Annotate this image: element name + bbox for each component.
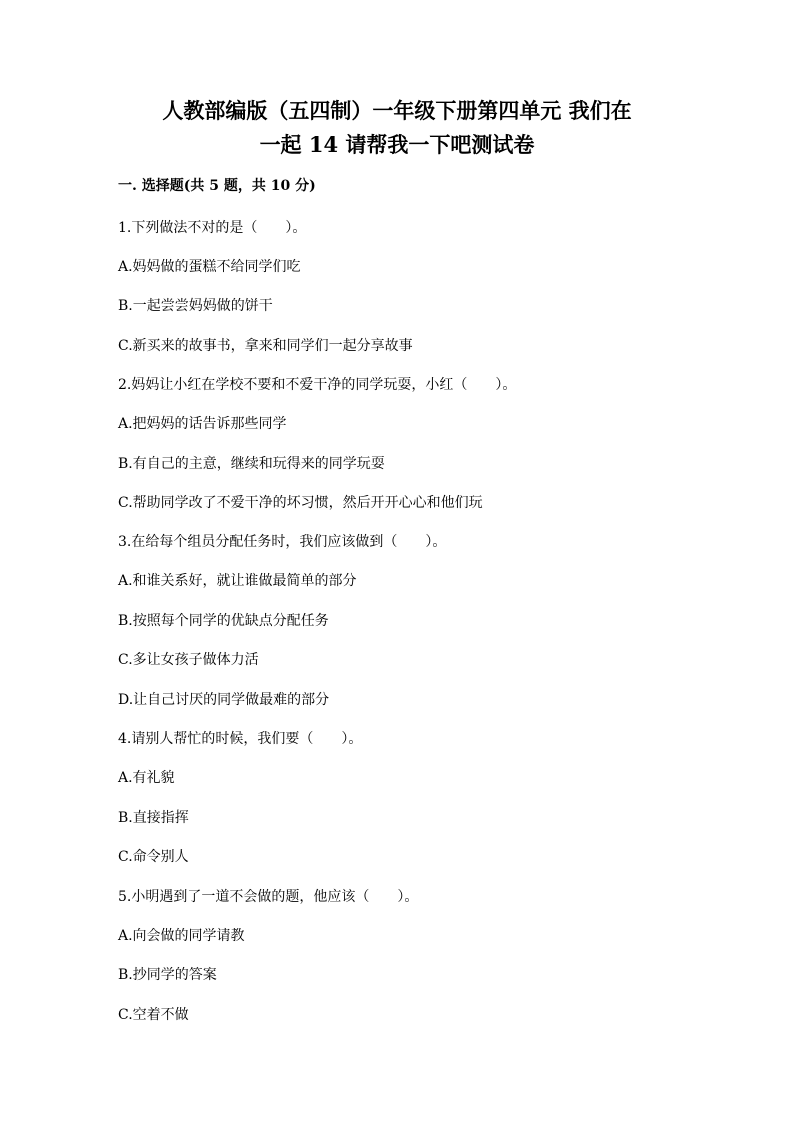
question-2-option-c: C.帮助同学改了不爱干净的坏习惯，然后开开心心和他们玩 <box>118 495 483 511</box>
question-3-option-a: A.和谁关系好，就让谁做最简单的部分 <box>118 573 357 589</box>
question-1-option-b: B.一起尝尝妈妈做的饼干 <box>118 298 273 314</box>
question-1-option-a: A.妈妈做的蛋糕不给同学们吃 <box>118 259 301 275</box>
question-4-option-b: B.直接指挥 <box>118 810 189 826</box>
page-title <box>0 94 794 162</box>
question-1-stem: 1.下列做法不对的是（ ）。 <box>118 220 307 236</box>
section-heading: 一. 选择题(共 5 题，共 10 分) <box>118 178 316 194</box>
question-4-option-a: A.有礼貌 <box>118 770 175 786</box>
page-title-line-2: 一起 14 请帮我一下吧测试卷 <box>259 132 535 157</box>
question-3-option-d: D.让自己讨厌的同学做最难的部分 <box>118 692 330 708</box>
question-4-option-c: C.命令别人 <box>118 849 189 865</box>
question-1-option-c: C.新买来的故事书，拿来和同学们一起分享故事 <box>118 338 413 354</box>
question-2-stem: 2.妈妈让小红在学校不要和不爱干净的同学玩耍，小红（ ）。 <box>118 377 517 393</box>
question-5-option-c: C.空着不做 <box>118 1007 189 1023</box>
question-4-stem: 4.请别人帮忙的时候，我们要（ ）。 <box>118 731 363 747</box>
question-3-stem: 3.在给每个组员分配任务时，我们应该做到（ ）。 <box>118 534 447 550</box>
question-3-option-c: C.多让女孩子做体力活 <box>118 652 259 668</box>
question-5-stem: 5.小明遇到了一道不会做的题，他应该（ ）。 <box>118 889 419 905</box>
question-2-option-b: B.有自己的主意，继续和玩得来的同学玩耍 <box>118 456 385 472</box>
question-5-option-b: B.抄同学的答案 <box>118 967 217 983</box>
question-2-option-a: A.把妈妈的话告诉那些同学 <box>118 416 287 432</box>
question-5-option-a: A.向会做的同学请教 <box>118 928 245 944</box>
question-3-option-b: B.按照每个同学的优缺点分配任务 <box>118 613 329 629</box>
page-title-line-1: 人教部编版（五四制）一年级下册第四单元 我们在 <box>162 98 632 123</box>
